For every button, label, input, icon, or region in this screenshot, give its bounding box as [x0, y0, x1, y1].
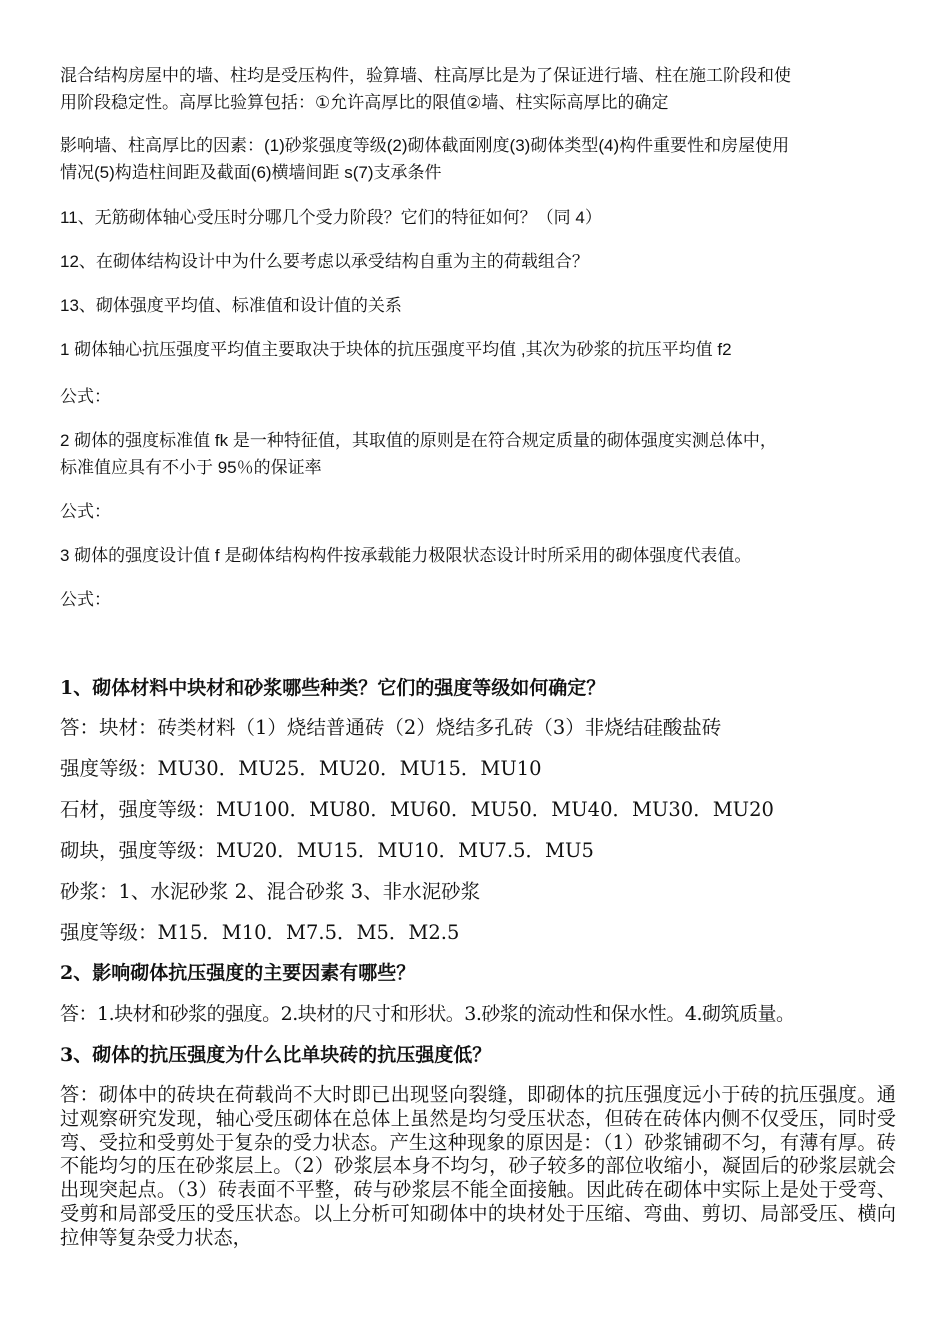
section-heading: 1、砌体材料中块材和砂浆哪些种类？它们的强度等级如何确定？ — [60, 677, 606, 699]
question-13: 13、砌体强度平均值、标准值和设计值的关系 — [60, 296, 402, 315]
formula-label: 公式： — [60, 502, 111, 521]
question-11: 11、无筋砌体轴心受压时分哪几个受力阶段？它们的特征如何？（同 4） — [60, 208, 602, 227]
paragraph-line: 情况(5)构造柱间距及截面(6)横墙间距 s(7)支承条件 — [60, 163, 442, 182]
formula-label: 公式： — [60, 387, 111, 406]
paragraph-line: 3 砌体的强度设计值 f 是砌体结构构件按承载能力极限状态设计时所采用的砌体强度代表值。 — [60, 546, 752, 565]
question-12: 12、在砌体结构设计中为什么要考虑以承受结构自重为主的荷载组合？ — [60, 252, 589, 271]
paragraph-line: 混合结构房屋中的墙、柱均是受压构件，验算墙、柱高厚比是为了保证进行墙、柱在施工阶段和使 — [60, 66, 791, 85]
paragraph-line: 标准值应具有不小于 95％的保证率 — [60, 458, 322, 477]
answer-line: 石材，强度等级：MU100．MU80．MU60．MU50．MU40．MU30．MU20 — [60, 798, 774, 821]
paragraph-line: 2 砌体的强度标准值 fk 是一种特征值，其取值的原则是在符合规定质量的砌体强度实测总体中， — [60, 431, 777, 450]
answer-line: 答：1.块材和砂浆的强度。2.块材的尺寸和形状。3.砂浆的流动性和保水性。4.砌筑质量。 — [60, 1003, 795, 1025]
paragraph-line: 影响墙、柱高厚比的因素：(1)砂浆强度等级(2)砌体截面刚度(3)砌体类型(4)构件重要性和房屋使用 — [60, 136, 790, 155]
answer-paragraph: 答：砌体中的砖块在荷载尚不大时即已出现竖向裂缝，即砌体的抗压强度远小于砖的抗压强度。通过观察研究发现，轴心受压砌体在总体上虽然是均匀受压状态，但砖在砖体内侧不仅受压，同时受弯、受拉和受剪处于复杂的受力状态。产生这种现象的原因是：（1）砂浆铺砌不匀，有薄有厚。砖不能均匀的压在砂浆层上。（2）砂浆层本身不均匀，砂子较多的部位收缩小，凝固后的砂浆层就会出现突起点。（3）砖表面不平整，砖与砂浆层不能全面接触。因此砖在砌体中实际上是处于受弯、受剪和局部受压的受压状态。以上分析可知砌体中的块材处于压缩、弯曲、剪切、局部受压、横向拉伸等复杂受力状态， — [60, 1083, 896, 1249]
section-heading: 3、砌体的抗压强度为什么比单块砖的抗压强度低？ — [60, 1044, 492, 1066]
formula-label: 公式： — [60, 590, 111, 609]
answer-line: 答：块材：砖类材料（1）烧结普通砖（2）烧结多孔砖（3）非烧结硅酸盐砖 — [60, 716, 722, 739]
paragraph-line: 1 砌体轴心抗压强度平均值主要取决于块体的抗压强度平均值 ,其次为砂浆的抗压平均值 f2 — [60, 340, 732, 359]
answer-line: 砂浆：1、水泥砂浆 2、混合砂浆 3、非水泥砂浆 — [60, 880, 481, 903]
answer-line: 强度等级：M15．M10．M7.5．M5．M2.5 — [60, 921, 460, 944]
paragraph-line: 用阶段稳定性。高厚比验算包括：①允许高厚比的限值②墙、柱实际高厚比的确定 — [60, 93, 669, 112]
answer-line: 强度等级：MU30．MU25．MU20．MU15．MU10 — [60, 757, 542, 780]
answer-line: 砌块，强度等级：MU20．MU15．MU10．MU7.5．MU5 — [60, 839, 594, 862]
section-heading: 2、影响砌体抗压强度的主要因素有哪些？ — [60, 962, 416, 984]
